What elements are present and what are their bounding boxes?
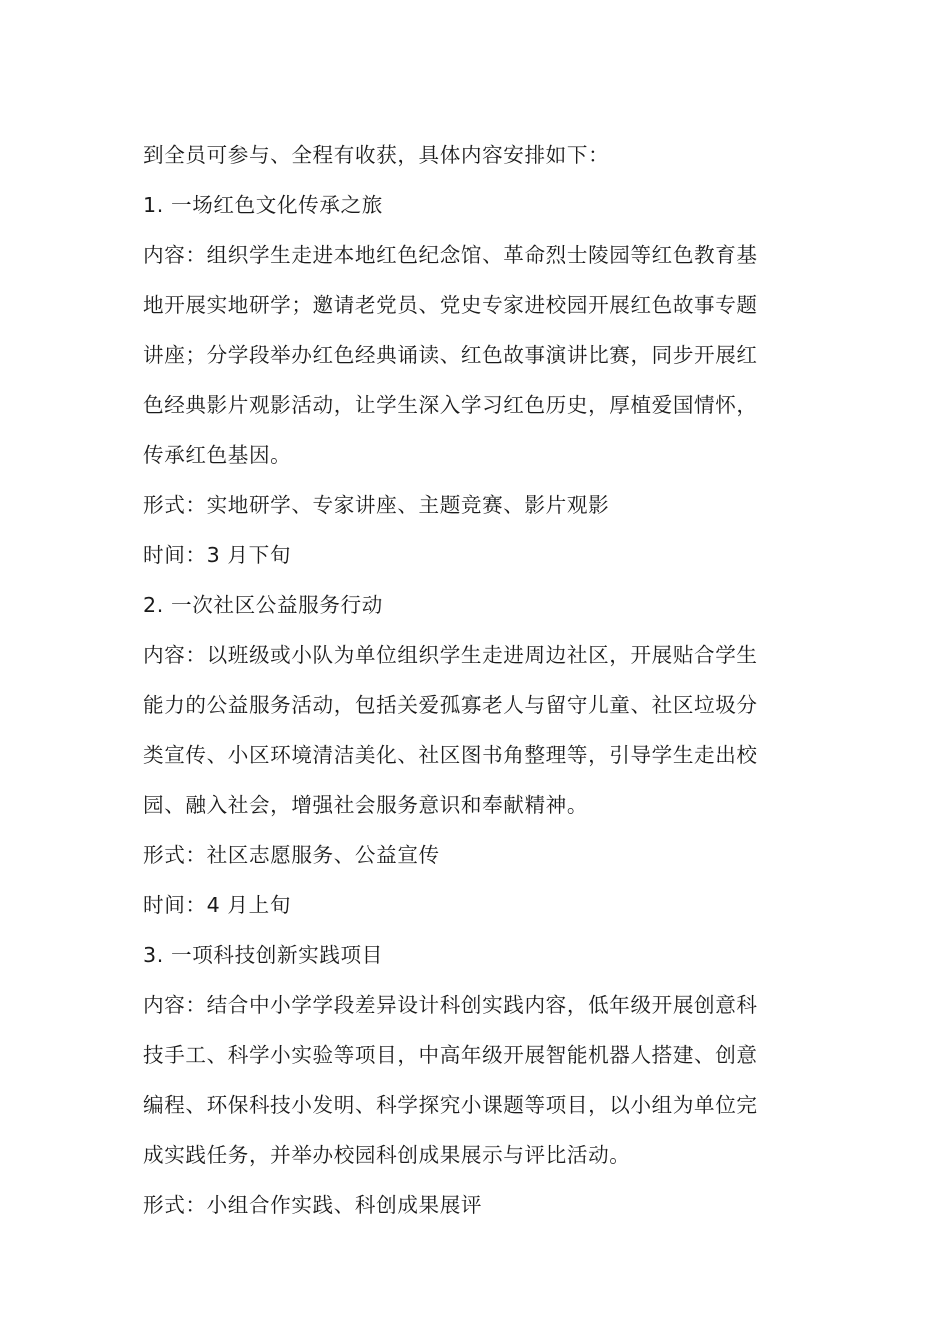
section-2-content-line: 园、融入社会，增强社会服务意识和奉献精神。 [143, 793, 589, 817]
section-2-time: 时间：4 月上旬 [143, 893, 292, 917]
section-1-content-line: 传承红色基因。 [143, 443, 292, 467]
section-1-content-line: 讲座；分学段举办红色经典诵读、红色故事演讲比赛，同步开展红 [143, 343, 758, 367]
section-3-content-line: 编程、环保科技小发明、科学探究小课题等项目，以小组为单位完 [143, 1093, 758, 1117]
section-3-content-line: 内容：结合中小学学段差异设计科创实践内容，低年级开展创意科 [143, 993, 758, 1017]
section-1-form: 形式：实地研学、专家讲座、主题竞赛、影片观影 [143, 493, 610, 517]
section-3-heading: 3. 一项科技创新实践项目 [143, 943, 383, 967]
section-1-time: 时间：3 月下旬 [143, 543, 292, 567]
intro-line: 到全员可参与、全程有收获，具体内容安排如下： [143, 143, 610, 167]
section-1-content-line: 地开展实地研学；邀请老党员、党史专家进校园开展红色故事专题 [143, 293, 758, 317]
section-2-content-line: 能力的公益服务活动，包括关爱孤寡老人与留守儿童、社区垃圾分 [143, 693, 758, 717]
section-1-content-line: 色经典影片观影活动，让学生深入学习红色历史，厚植爱国情怀， [143, 393, 758, 417]
section-2-form: 形式：社区志愿服务、公益宣传 [143, 843, 440, 867]
section-2-content-line: 类宣传、小区环境清洁美化、社区图书角整理等，引导学生走出校 [143, 743, 758, 767]
section-1-heading: 1. 一场红色文化传承之旅 [143, 193, 383, 217]
section-3-content-line: 技手工、科学小实验等项目，中高年级开展智能机器人搭建、创意 [143, 1043, 758, 1067]
section-3-content-line: 成实践任务，并举办校园科创成果展示与评比活动。 [143, 1143, 631, 1167]
section-3-form: 形式：小组合作实践、科创成果展评 [143, 1193, 483, 1217]
section-1-content-line: 内容：组织学生走进本地红色纪念馆、革命烈士陵园等红色教育基 [143, 243, 758, 267]
section-2-heading: 2. 一次社区公益服务行动 [143, 593, 383, 617]
document-body [143, 130, 811, 1230]
section-2-content-line: 内容：以班级或小队为单位组织学生走进周边社区，开展贴合学生 [143, 643, 758, 667]
